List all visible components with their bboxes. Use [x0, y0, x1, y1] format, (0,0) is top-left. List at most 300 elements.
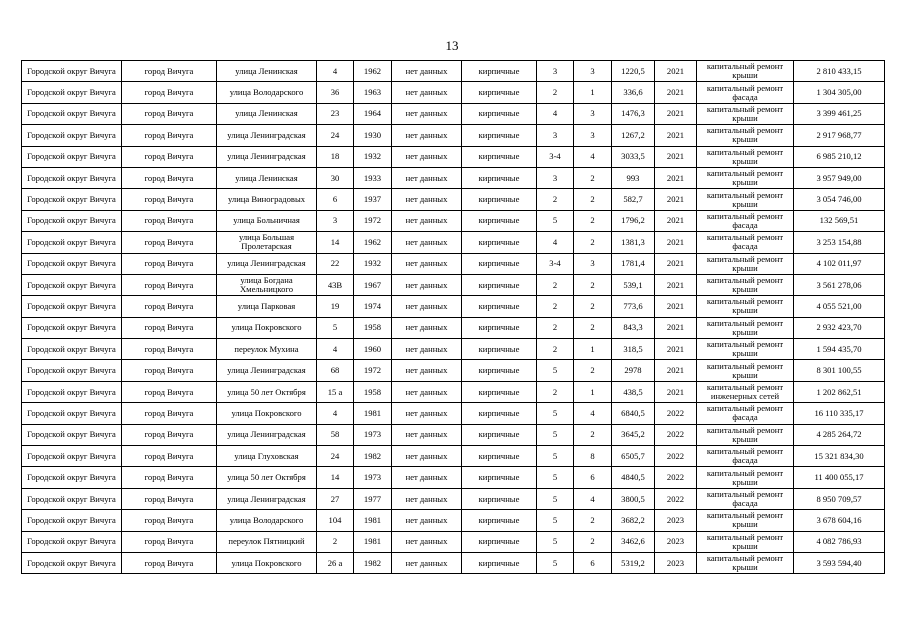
wall-material-cell: кирпичные: [462, 381, 537, 402]
year-built-cell: 1937: [354, 189, 392, 210]
work-type-cell: капитальный ремонт крыши: [697, 167, 794, 188]
municipality-cell: Городской округ Вичуга: [22, 103, 122, 124]
commissioning-cell: нет данных: [392, 167, 462, 188]
entrances-cell: 6: [574, 552, 612, 573]
commissioning-cell: нет данных: [392, 146, 462, 167]
table-row: [22, 510, 885, 531]
wall-material-cell: кирпичные: [462, 210, 537, 231]
settlement-cell: город Вичуга: [122, 296, 217, 317]
table-row: [22, 103, 885, 124]
work-type-cell: капитальный ремонт крыши: [697, 467, 794, 488]
work-type-cell: капитальный ремонт крыши: [697, 61, 794, 82]
table-row: [22, 446, 885, 467]
area-cell: 1476,3: [612, 103, 655, 124]
year-built-cell: 1977: [354, 488, 392, 509]
area-cell: 438,5: [612, 381, 655, 402]
street-cell: улица Ленинская: [217, 61, 317, 82]
cost-cell: 1 304 305,00: [794, 82, 885, 103]
work-type-cell: капитальный ремонт крыши: [697, 552, 794, 573]
repair-year-cell: 2021: [655, 274, 697, 295]
entrances-cell: 1: [574, 339, 612, 360]
area-cell: 773,6: [612, 296, 655, 317]
work-type-cell: капитальный ремонт крыши: [697, 360, 794, 381]
table-row: [22, 82, 885, 103]
repair-year-cell: 2021: [655, 253, 697, 274]
wall-material-cell: кирпичные: [462, 296, 537, 317]
settlement-cell: город Вичуга: [122, 167, 217, 188]
work-type-cell: капитальный ремонт фасада: [697, 82, 794, 103]
entrances-cell: 2: [574, 232, 612, 253]
settlement-cell: город Вичуга: [122, 531, 217, 552]
table-row: [22, 403, 885, 424]
housing-repair-table: [21, 60, 885, 574]
entrances-cell: 2: [574, 510, 612, 531]
municipality-cell: Городской округ Вичуга: [22, 274, 122, 295]
repair-year-cell: 2021: [655, 360, 697, 381]
year-built-cell: 1973: [354, 467, 392, 488]
municipality-cell: Городской округ Вичуга: [22, 531, 122, 552]
repair-year-cell: 2021: [655, 296, 697, 317]
repair-year-cell: 2022: [655, 446, 697, 467]
settlement-cell: город Вичуга: [122, 103, 217, 124]
cost-cell: 8 301 100,55: [794, 360, 885, 381]
entrances-cell: 3: [574, 253, 612, 274]
wall-material-cell: кирпичные: [462, 446, 537, 467]
floors-cell: 5: [537, 424, 574, 445]
area-cell: 3645,2: [612, 424, 655, 445]
wall-material-cell: кирпичные: [462, 274, 537, 295]
cost-cell: 1 594 435,70: [794, 339, 885, 360]
repair-year-cell: 2021: [655, 210, 697, 231]
commissioning-cell: нет данных: [392, 424, 462, 445]
cost-cell: 15 321 834,30: [794, 446, 885, 467]
area-cell: 4840,5: [612, 467, 655, 488]
year-built-cell: 1967: [354, 274, 392, 295]
cost-cell: 8 950 709,57: [794, 488, 885, 509]
repair-year-cell: 2023: [655, 531, 697, 552]
repair-year-cell: 2021: [655, 167, 697, 188]
repair-year-cell: 2023: [655, 510, 697, 531]
floors-cell: 5: [537, 552, 574, 573]
municipality-cell: Городской округ Вичуга: [22, 446, 122, 467]
street-cell: улица Виноградовых: [217, 189, 317, 210]
floors-cell: 5: [537, 403, 574, 424]
cost-cell: 2 917 968,77: [794, 125, 885, 146]
entrances-cell: 3: [574, 125, 612, 146]
municipality-cell: Городской округ Вичуга: [22, 61, 122, 82]
cost-cell: 16 110 335,17: [794, 403, 885, 424]
floors-cell: 2: [537, 189, 574, 210]
floors-cell: 2: [537, 274, 574, 295]
settlement-cell: город Вичуга: [122, 232, 217, 253]
wall-material-cell: кирпичные: [462, 510, 537, 531]
commissioning-cell: нет данных: [392, 317, 462, 338]
repair-year-cell: 2021: [655, 339, 697, 360]
work-type-cell: капитальный ремонт крыши: [697, 274, 794, 295]
commissioning-cell: нет данных: [392, 103, 462, 124]
floors-cell: 5: [537, 360, 574, 381]
wall-material-cell: кирпичные: [462, 488, 537, 509]
floors-cell: 5: [537, 446, 574, 467]
area-cell: 6505,7: [612, 446, 655, 467]
page-number: 13: [445, 38, 459, 53]
wall-material-cell: кирпичные: [462, 146, 537, 167]
table-row: [22, 232, 885, 253]
area-cell: 1381,3: [612, 232, 655, 253]
year-built-cell: 1974: [354, 296, 392, 317]
work-type-cell: капитальный ремонт фасада: [697, 210, 794, 231]
wall-material-cell: кирпичные: [462, 317, 537, 338]
floors-cell: 5: [537, 210, 574, 231]
settlement-cell: город Вичуга: [122, 82, 217, 103]
cost-cell: 2 810 433,15: [794, 61, 885, 82]
settlement-cell: город Вичуга: [122, 274, 217, 295]
entrances-cell: 4: [574, 146, 612, 167]
house-number-cell: 4: [317, 61, 354, 82]
commissioning-cell: нет данных: [392, 82, 462, 103]
street-cell: улица Богдана Хмельницкого: [217, 274, 317, 295]
settlement-cell: город Вичуга: [122, 381, 217, 402]
repair-year-cell: 2022: [655, 424, 697, 445]
street-cell: улица Ленинградская: [217, 146, 317, 167]
year-built-cell: 1930: [354, 125, 392, 146]
cost-cell: 3 678 604,16: [794, 510, 885, 531]
municipality-cell: Городской округ Вичуга: [22, 146, 122, 167]
work-type-cell: капитальный ремонт инженерных сетей: [697, 381, 794, 402]
street-cell: улица Ленинградская: [217, 360, 317, 381]
commissioning-cell: нет данных: [392, 210, 462, 231]
work-type-cell: капитальный ремонт крыши: [697, 189, 794, 210]
wall-material-cell: кирпичные: [462, 125, 537, 146]
wall-material-cell: кирпичные: [462, 61, 537, 82]
municipality-cell: Городской округ Вичуга: [22, 296, 122, 317]
commissioning-cell: нет данных: [392, 339, 462, 360]
cost-cell: 4 055 521,00: [794, 296, 885, 317]
repair-year-cell: 2021: [655, 317, 697, 338]
area-cell: 3033,5: [612, 146, 655, 167]
work-type-cell: капитальный ремонт крыши: [697, 253, 794, 274]
floors-cell: 5: [537, 467, 574, 488]
work-type-cell: капитальный ремонт крыши: [697, 339, 794, 360]
work-type-cell: капитальный ремонт крыши: [697, 103, 794, 124]
settlement-cell: город Вичуга: [122, 552, 217, 573]
settlement-cell: город Вичуга: [122, 510, 217, 531]
street-cell: переулок Мухина: [217, 339, 317, 360]
street-cell: улица Володарского: [217, 82, 317, 103]
year-built-cell: 1972: [354, 360, 392, 381]
commissioning-cell: нет данных: [392, 274, 462, 295]
house-number-cell: 4: [317, 339, 354, 360]
house-number-cell: 4: [317, 403, 354, 424]
cost-cell: 4 082 786,93: [794, 531, 885, 552]
municipality-cell: Городской округ Вичуга: [22, 510, 122, 531]
commissioning-cell: нет данных: [392, 125, 462, 146]
house-number-cell: 43В: [317, 274, 354, 295]
year-built-cell: 1972: [354, 210, 392, 231]
repair-year-cell: 2021: [655, 125, 697, 146]
entrances-cell: 2: [574, 274, 612, 295]
wall-material-cell: кирпичные: [462, 103, 537, 124]
street-cell: улица Покровского: [217, 403, 317, 424]
street-cell: улица Покровского: [217, 552, 317, 573]
street-cell: улица Больничная: [217, 210, 317, 231]
repair-year-cell: 2021: [655, 103, 697, 124]
house-number-cell: 30: [317, 167, 354, 188]
wall-material-cell: кирпичные: [462, 253, 537, 274]
floors-cell: 2: [537, 296, 574, 317]
wall-material-cell: кирпичные: [462, 82, 537, 103]
municipality-cell: Городской округ Вичуга: [22, 339, 122, 360]
commissioning-cell: нет данных: [392, 488, 462, 509]
cost-cell: 4 285 264,72: [794, 424, 885, 445]
repair-year-cell: 2021: [655, 146, 697, 167]
municipality-cell: Городской округ Вичуга: [22, 210, 122, 231]
entrances-cell: 2: [574, 296, 612, 317]
repair-year-cell: 2022: [655, 467, 697, 488]
street-cell: улица Покровского: [217, 317, 317, 338]
municipality-cell: Городской округ Вичуга: [22, 467, 122, 488]
year-built-cell: 1933: [354, 167, 392, 188]
work-type-cell: капитальный ремонт фасада: [697, 232, 794, 253]
entrances-cell: 2: [574, 424, 612, 445]
commissioning-cell: нет данных: [392, 552, 462, 573]
area-cell: 1796,2: [612, 210, 655, 231]
year-built-cell: 1962: [354, 232, 392, 253]
street-cell: улица Ленинградская: [217, 424, 317, 445]
entrances-cell: 4: [574, 403, 612, 424]
street-cell: улица Ленинградская: [217, 253, 317, 274]
house-number-cell: 23: [317, 103, 354, 124]
floors-cell: 3-4: [537, 146, 574, 167]
street-cell: улица Ленинская: [217, 103, 317, 124]
table-row: [22, 61, 885, 82]
work-type-cell: капитальный ремонт крыши: [697, 510, 794, 531]
year-built-cell: 1958: [354, 381, 392, 402]
repair-year-cell: 2021: [655, 381, 697, 402]
table-row: [22, 531, 885, 552]
floors-cell: 3: [537, 125, 574, 146]
settlement-cell: город Вичуга: [122, 446, 217, 467]
commissioning-cell: нет данных: [392, 403, 462, 424]
cost-cell: 11 400 055,17: [794, 467, 885, 488]
street-cell: переулок Пятницкий: [217, 531, 317, 552]
entrances-cell: 2: [574, 531, 612, 552]
house-number-cell: 26 а: [317, 552, 354, 573]
street-cell: улица 50 лет Октября: [217, 467, 317, 488]
settlement-cell: город Вичуга: [122, 125, 217, 146]
house-number-cell: 24: [317, 446, 354, 467]
settlement-cell: город Вичуга: [122, 189, 217, 210]
area-cell: 3800,5: [612, 488, 655, 509]
street-cell: улица Володарского: [217, 510, 317, 531]
floors-cell: 2: [537, 317, 574, 338]
entrances-cell: 2: [574, 317, 612, 338]
settlement-cell: город Вичуга: [122, 360, 217, 381]
wall-material-cell: кирпичные: [462, 552, 537, 573]
house-number-cell: 14: [317, 467, 354, 488]
work-type-cell: капитальный ремонт крыши: [697, 125, 794, 146]
cost-cell: 3 399 461,25: [794, 103, 885, 124]
house-number-cell: 22: [317, 253, 354, 274]
year-built-cell: 1973: [354, 424, 392, 445]
area-cell: 993: [612, 167, 655, 188]
floors-cell: 3: [537, 61, 574, 82]
entrances-cell: 8: [574, 446, 612, 467]
year-built-cell: 1932: [354, 146, 392, 167]
cost-cell: 3 957 949,00: [794, 167, 885, 188]
repair-year-cell: 2021: [655, 82, 697, 103]
entrances-cell: 4: [574, 488, 612, 509]
work-type-cell: капитальный ремонт фасада: [697, 403, 794, 424]
cost-cell: 2 932 423,70: [794, 317, 885, 338]
settlement-cell: город Вичуга: [122, 317, 217, 338]
work-type-cell: капитальный ремонт крыши: [697, 317, 794, 338]
table-row: [22, 253, 885, 274]
repair-year-cell: 2021: [655, 232, 697, 253]
municipality-cell: Городской округ Вичуга: [22, 189, 122, 210]
settlement-cell: город Вичуга: [122, 146, 217, 167]
area-cell: 1220,5: [612, 61, 655, 82]
settlement-cell: город Вичуга: [122, 424, 217, 445]
table-row: [22, 360, 885, 381]
table-row: [22, 552, 885, 573]
municipality-cell: Городской округ Вичуга: [22, 253, 122, 274]
repair-year-cell: 2023: [655, 552, 697, 573]
municipality-cell: Городской округ Вичуга: [22, 360, 122, 381]
area-cell: 1267,2: [612, 125, 655, 146]
table-row: [22, 125, 885, 146]
entrances-cell: 2: [574, 210, 612, 231]
wall-material-cell: кирпичные: [462, 403, 537, 424]
work-type-cell: капитальный ремонт фасада: [697, 488, 794, 509]
settlement-cell: город Вичуга: [122, 403, 217, 424]
settlement-cell: город Вичуга: [122, 467, 217, 488]
year-built-cell: 1960: [354, 339, 392, 360]
repair-year-cell: 2022: [655, 403, 697, 424]
commissioning-cell: нет данных: [392, 467, 462, 488]
area-cell: 6840,5: [612, 403, 655, 424]
street-cell: улица Ленинградская: [217, 125, 317, 146]
floors-cell: 2: [537, 339, 574, 360]
street-cell: улица Ленинская: [217, 167, 317, 188]
entrances-cell: 2: [574, 360, 612, 381]
area-cell: 843,3: [612, 317, 655, 338]
cost-cell: 3 054 746,00: [794, 189, 885, 210]
house-number-cell: 2: [317, 531, 354, 552]
house-number-cell: 58: [317, 424, 354, 445]
table-row: [22, 210, 885, 231]
area-cell: 318,5: [612, 339, 655, 360]
year-built-cell: 1932: [354, 253, 392, 274]
year-built-cell: 1958: [354, 317, 392, 338]
wall-material-cell: кирпичные: [462, 467, 537, 488]
municipality-cell: Городской округ Вичуга: [22, 82, 122, 103]
commissioning-cell: нет данных: [392, 510, 462, 531]
wall-material-cell: кирпичные: [462, 339, 537, 360]
municipality-cell: Городской округ Вичуга: [22, 167, 122, 188]
table-body: [22, 61, 885, 574]
table-row: [22, 189, 885, 210]
commissioning-cell: нет данных: [392, 531, 462, 552]
street-cell: улица 50 лет Октября: [217, 381, 317, 402]
area-cell: 3682,2: [612, 510, 655, 531]
year-built-cell: 1981: [354, 403, 392, 424]
cost-cell: 1 202 862,51: [794, 381, 885, 402]
cost-cell: 132 569,51: [794, 210, 885, 231]
commissioning-cell: нет данных: [392, 360, 462, 381]
year-built-cell: 1982: [354, 446, 392, 467]
cost-cell: 3 593 594,40: [794, 552, 885, 573]
cost-cell: 4 102 011,97: [794, 253, 885, 274]
table-row: [22, 467, 885, 488]
area-cell: 2978: [612, 360, 655, 381]
house-number-cell: 19: [317, 296, 354, 317]
house-number-cell: 15 а: [317, 381, 354, 402]
year-built-cell: 1963: [354, 82, 392, 103]
settlement-cell: город Вичуга: [122, 253, 217, 274]
house-number-cell: 68: [317, 360, 354, 381]
house-number-cell: 27: [317, 488, 354, 509]
wall-material-cell: кирпичные: [462, 189, 537, 210]
house-number-cell: 3: [317, 210, 354, 231]
floors-cell: 3-4: [537, 253, 574, 274]
commissioning-cell: нет данных: [392, 61, 462, 82]
floors-cell: 4: [537, 103, 574, 124]
street-cell: улица Большая Пролетарская: [217, 232, 317, 253]
floors-cell: 5: [537, 531, 574, 552]
street-cell: улица Парковая: [217, 296, 317, 317]
work-type-cell: капитальный ремонт фасада: [697, 446, 794, 467]
settlement-cell: город Вичуга: [122, 339, 217, 360]
entrances-cell: 3: [574, 61, 612, 82]
street-cell: улица Ленинградская: [217, 488, 317, 509]
entrances-cell: 2: [574, 189, 612, 210]
cost-cell: 3 561 278,06: [794, 274, 885, 295]
commissioning-cell: нет данных: [392, 381, 462, 402]
floors-cell: 2: [537, 82, 574, 103]
entrances-cell: 1: [574, 82, 612, 103]
area-cell: 539,1: [612, 274, 655, 295]
table-row: [22, 424, 885, 445]
cost-cell: 3 253 154,88: [794, 232, 885, 253]
floors-cell: 4: [537, 232, 574, 253]
settlement-cell: город Вичуга: [122, 210, 217, 231]
floors-cell: 3: [537, 167, 574, 188]
year-built-cell: 1981: [354, 510, 392, 531]
floors-cell: 5: [537, 488, 574, 509]
table-row: [22, 339, 885, 360]
municipality-cell: Городской округ Вичуга: [22, 424, 122, 445]
floors-cell: 2: [537, 381, 574, 402]
commissioning-cell: нет данных: [392, 296, 462, 317]
year-built-cell: 1982: [354, 552, 392, 573]
house-number-cell: 104: [317, 510, 354, 531]
work-type-cell: капитальный ремонт крыши: [697, 146, 794, 167]
house-number-cell: 24: [317, 125, 354, 146]
area-cell: 5319,2: [612, 552, 655, 573]
municipality-cell: Городской округ Вичуга: [22, 232, 122, 253]
wall-material-cell: кирпичные: [462, 360, 537, 381]
street-cell: улица Глуховская: [217, 446, 317, 467]
area-cell: 582,7: [612, 189, 655, 210]
commissioning-cell: нет данных: [392, 232, 462, 253]
table-row: [22, 167, 885, 188]
entrances-cell: 3: [574, 103, 612, 124]
table-row: [22, 296, 885, 317]
commissioning-cell: нет данных: [392, 446, 462, 467]
work-type-cell: капитальный ремонт крыши: [697, 424, 794, 445]
municipality-cell: Городской округ Вичуга: [22, 488, 122, 509]
